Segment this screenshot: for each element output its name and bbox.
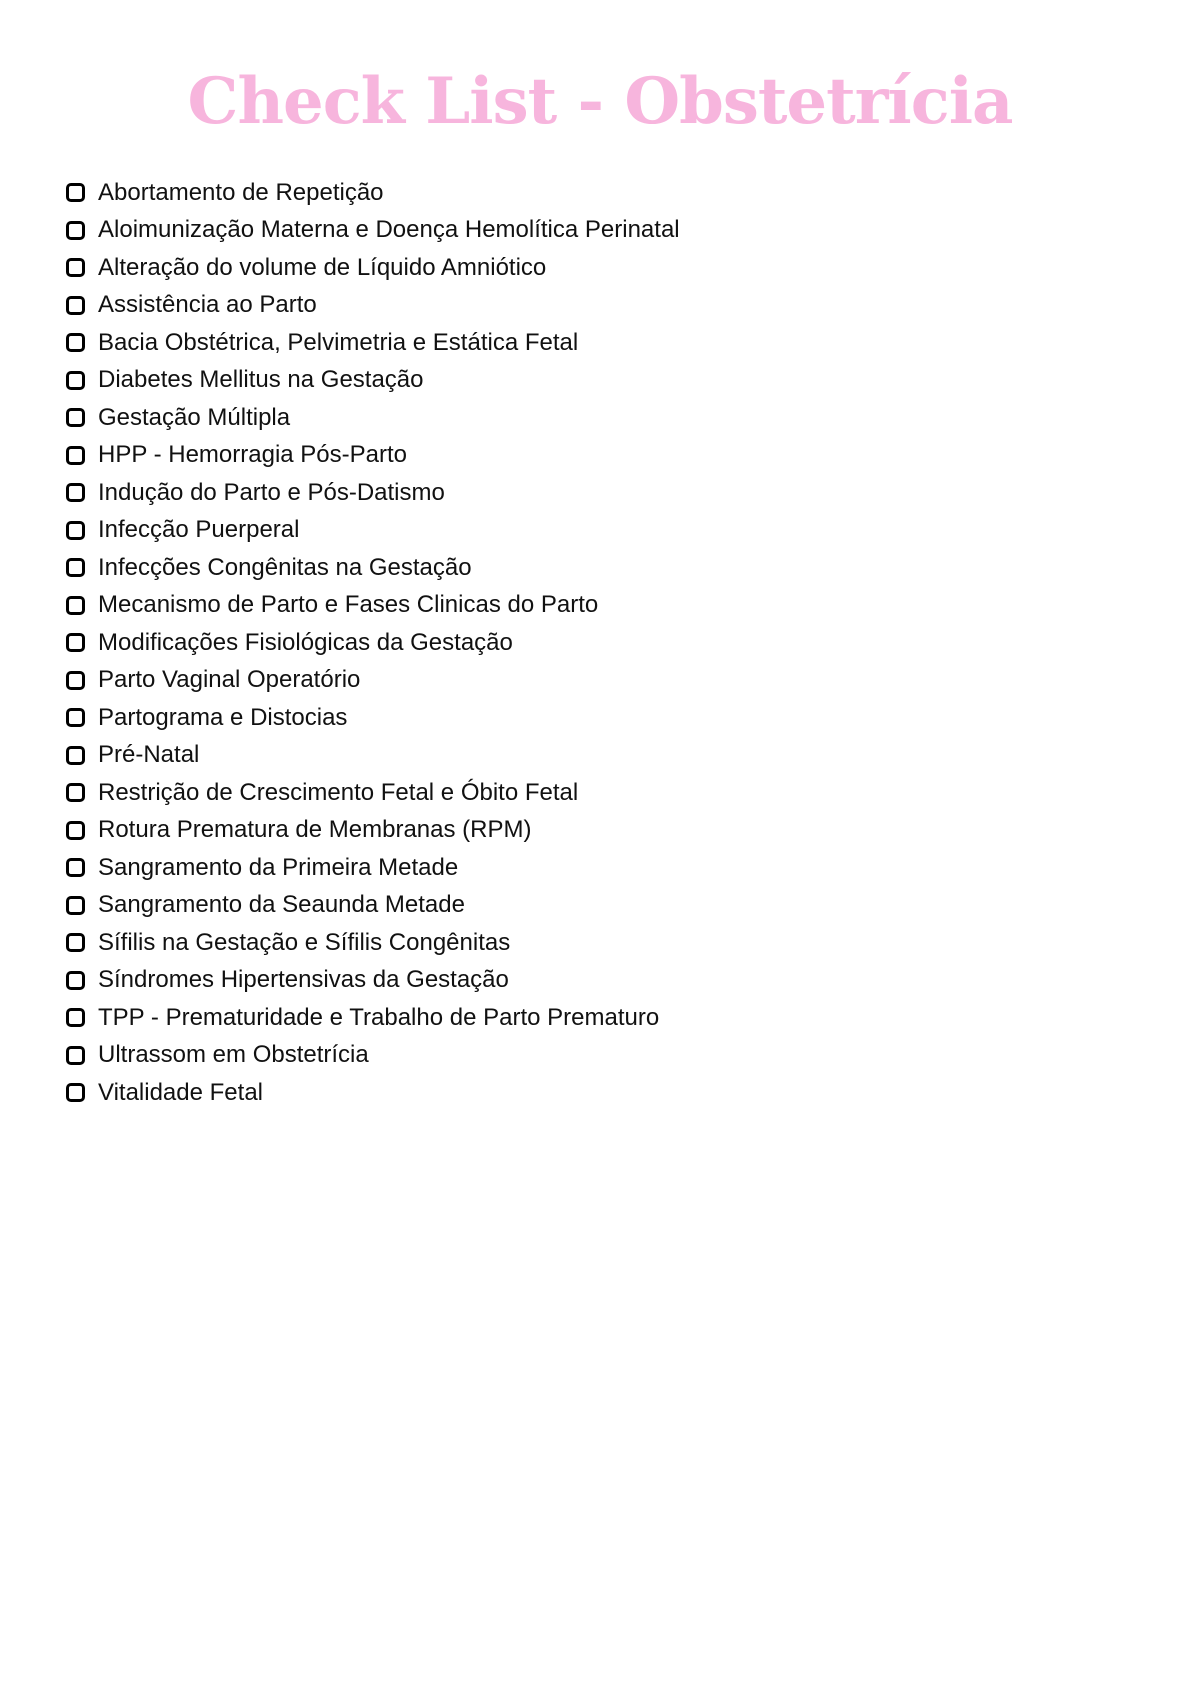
checklist-item[interactable]: [66, 512, 680, 550]
checklist-item[interactable]: [66, 849, 680, 887]
checkbox[interactable]: [66, 783, 85, 802]
checklist-item[interactable]: [66, 662, 680, 700]
checklist-item-label: Pré-Natal: [98, 741, 200, 769]
checkbox[interactable]: [66, 258, 85, 277]
checklist-item-label: Aloimunização Materna e Doença Hemolítica Perinatal: [98, 216, 680, 244]
checklist-item-label: Diabetes Mellitus na Gestação: [98, 366, 424, 394]
checklist-item[interactable]: [66, 1074, 680, 1112]
checkbox[interactable]: [66, 671, 85, 690]
checklist-item[interactable]: [66, 549, 680, 587]
checklist-item[interactable]: [66, 399, 680, 437]
checklist-item-label: Sangramento da Seaunda Metade: [98, 891, 465, 919]
checklist-item-label: Abortamento de Repetição: [98, 178, 384, 206]
checkbox[interactable]: [66, 596, 85, 615]
checkbox[interactable]: [66, 971, 85, 990]
checklist-item-label: Mecanismo de Parto e Fases Clinicas do Parto: [98, 591, 599, 619]
checklist-item[interactable]: [66, 362, 680, 400]
page-title: Check List - Obstetrícia: [187, 64, 1013, 139]
checklist-item[interactable]: [66, 624, 680, 662]
checklist-item-label: Bacia Obstétrica, Pelvimetria e Estática Fetal: [98, 328, 579, 356]
checklist-item[interactable]: [66, 999, 680, 1037]
checkbox[interactable]: [66, 483, 85, 502]
checkbox[interactable]: [66, 1083, 85, 1102]
checkbox[interactable]: [66, 933, 85, 952]
checklist-item[interactable]: [66, 474, 680, 512]
checklist-item[interactable]: [66, 437, 680, 475]
checkbox[interactable]: [66, 558, 85, 577]
checkbox[interactable]: [66, 371, 85, 390]
checklist-item-label: Vitalidade Fetal: [98, 1078, 263, 1106]
checklist-item-label: Sífilis na Gestação e Sífilis Congênitas: [98, 928, 511, 956]
checklist-item[interactable]: [66, 174, 680, 212]
checklist-item-label: Sangramento da Primeira Metade: [98, 853, 459, 881]
checkbox[interactable]: [66, 521, 85, 540]
checklist-item-label: Modificações Fisiológicas da Gestação: [98, 628, 513, 656]
checklist-item-label: Restrição de Crescimento Fetal e Óbito Fetal: [98, 778, 579, 806]
checkbox[interactable]: [66, 746, 85, 765]
checklist-item[interactable]: [66, 212, 680, 250]
checklist-item-label: Alteração do volume de Líquido Amniótico: [98, 253, 547, 281]
checklist-item[interactable]: [66, 962, 680, 1000]
checklist-item[interactable]: [66, 924, 680, 962]
checklist-item[interactable]: [66, 1037, 680, 1075]
checklist-item[interactable]: [66, 887, 680, 925]
checklist-item[interactable]: [66, 699, 680, 737]
checklist-item-label: Assistência ao Parto: [98, 291, 317, 319]
checklist-item[interactable]: [66, 324, 680, 362]
checklist-item-label: HPP - Hemorragia Pós-Parto: [98, 441, 407, 469]
checkbox[interactable]: [66, 183, 85, 202]
checklist-item-label: Gestação Múltipla: [98, 403, 291, 431]
checklist-item[interactable]: [66, 249, 680, 287]
checklist-item-label: Parto Vaginal Operatório: [98, 666, 361, 694]
checkbox[interactable]: [66, 821, 85, 840]
checkbox[interactable]: [66, 858, 85, 877]
checklist-item-label: Ultrassom em Obstetrícia: [98, 1041, 369, 1069]
checkbox[interactable]: [66, 408, 85, 427]
checkbox[interactable]: [66, 446, 85, 465]
checklist-item-label: Partograma e Distocias: [98, 703, 348, 731]
checkbox[interactable]: [66, 221, 85, 240]
checkbox[interactable]: [66, 333, 85, 352]
checklist-item-label: Síndromes Hipertensivas da Gestação: [98, 966, 509, 994]
checklist-item-label: Infecção Puerperal: [98, 516, 300, 544]
checkbox[interactable]: [66, 633, 85, 652]
checklist-item-label: Infecções Congênitas na Gestação: [98, 553, 472, 581]
checklist-item-label: TPP - Prematuridade e Trabalho de Parto Prematuro: [98, 1003, 660, 1031]
checklist-item[interactable]: [66, 587, 680, 625]
checkbox[interactable]: [66, 296, 85, 315]
checkbox[interactable]: [66, 1008, 85, 1027]
checkbox[interactable]: [66, 896, 85, 915]
checklist-item-label: Rotura Prematura de Membranas (RPM): [98, 816, 532, 844]
checkbox[interactable]: [66, 708, 85, 727]
checklist-item-label: Indução do Parto e Pós-Datismo: [98, 478, 445, 506]
checklist-item[interactable]: [66, 812, 680, 850]
checkbox[interactable]: [66, 1046, 85, 1065]
checklist-item[interactable]: [66, 774, 680, 812]
checklist: [66, 174, 680, 1112]
checklist-item[interactable]: [66, 737, 680, 775]
checklist-item[interactable]: [66, 287, 680, 325]
